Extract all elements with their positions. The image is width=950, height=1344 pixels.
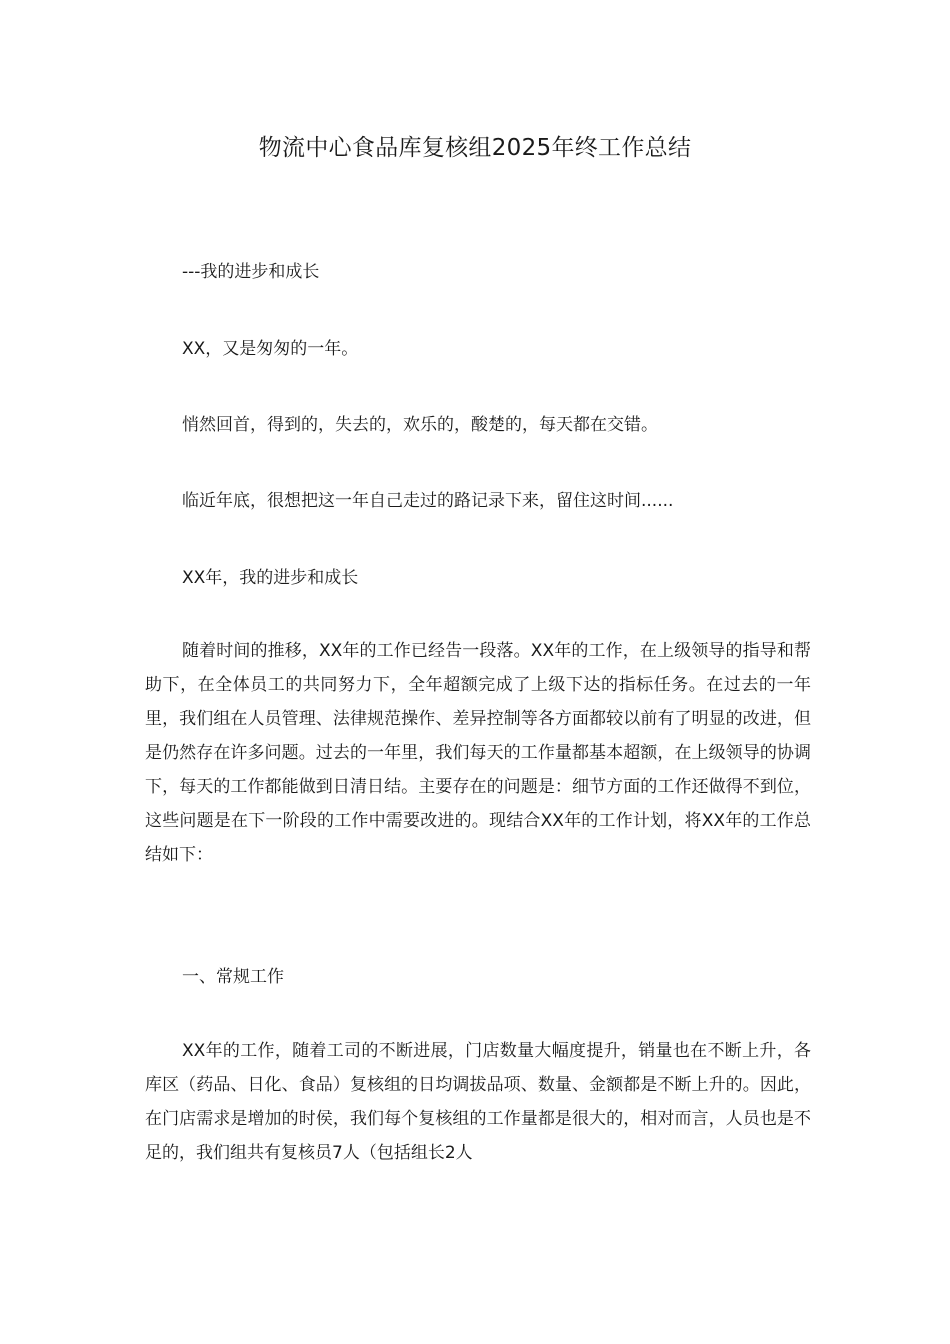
body-paragraph-1: 随着时间的推移，XX年的工作已经告一段落。XX年的工作，在上级领导的指导和帮助下，在全体员工的共同努力下，全年超额完成了上级下达的指标任务。在过去的一年里，我们组在人员管理、法律规范操作、差异控制等各方面都较以前有了明显的改进，但是仍然存在许多问题。过去的一年里，我们每天的工作量都基本超额，在上级领导的协调下，每天的工作都能做到日清日结。主要存在的问题是：细节方面的工作还做得不到位，这些问题是在下一阶段的工作中需要改进的。现结合XX年的工作计划，将XX年的工作总结如下： — [145, 641, 811, 865]
intro-line-3: 临近年底，很想把这一年自己走过的路记录下来，留住这时间...... — [182, 491, 674, 511]
body-paragraph-2: XX年的工作，随着工司的不断进展，门店数量大幅度提升，销量也在不断上升，各库区（药品、日化、食品）复核组的日均调拔品项、数量、金额都是不断上升的。因此，在门店需求是增加的时侯，我们每个复核组的工作量都是很大的，相对而言，人员也是不足的，我们组共有复核员7人（包括组长2人 — [145, 1041, 811, 1163]
section-heading-1: 一、常规工作 — [182, 967, 284, 987]
document-subtitle: ---我的进步和成长 — [182, 262, 320, 282]
intro-line-2: 悄然回首，得到的，失去的，欢乐的，酸楚的，每天都在交错。 — [182, 415, 658, 435]
document-title: 物流中心食品库复核组2025年终工作总结 — [258, 135, 692, 161]
intro-line-1: XX，又是匆匆的一年。 — [182, 339, 359, 359]
intro-line-4: XX年，我的进步和成长 — [182, 568, 359, 588]
